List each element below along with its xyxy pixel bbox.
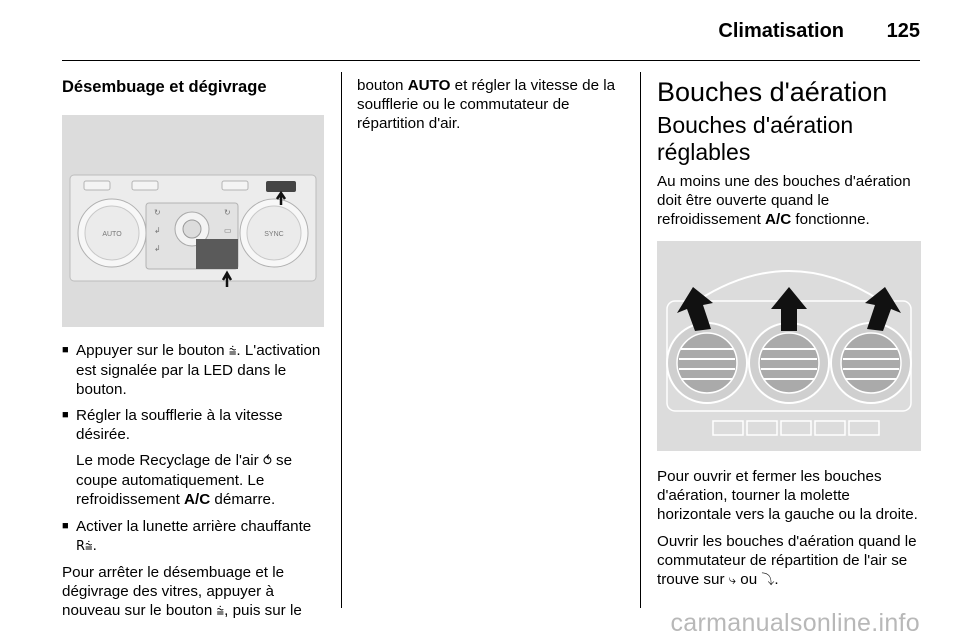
windshield-defrost-icon: ⩭: [228, 344, 237, 359]
air-distribution-upper-lower-icon: ⤵: [761, 573, 775, 588]
instruction-3-text-a: Activer la lunette arrière chauffante: [76, 518, 312, 535]
svg-text:↲: ↲: [154, 226, 161, 235]
watermark: carmanualsonline.info: [670, 609, 920, 637]
svg-text:▭: ▭: [224, 226, 232, 235]
air-vents-svg: [657, 241, 921, 451]
column-divider-2: [640, 72, 641, 608]
intro-text-a: Au moins une des bouches d'aération doit être ouverte quand le refroidissement: [657, 173, 911, 228]
vent-paragraph-1: Pour ouvrir et fermer les bouches d'aération, tourner la molette horizontale vers la gauche ou la droite.: [657, 468, 918, 523]
sub-heading: Bouches d'aération réglables: [657, 112, 854, 165]
recycle-text-b: se coupe automatiquement. Le refroidissement: [76, 452, 293, 508]
rear-window-heating-icon: R⩭: [76, 539, 93, 554]
continuation-text-a: bouton: [357, 77, 408, 94]
intro-ac-label: A/C: [765, 211, 792, 228]
instruction-2: [62, 406, 324, 444]
vent-paragraph-2: [657, 532, 921, 590]
main-heading: Bouches d'aération: [657, 77, 888, 107]
svg-text:↻: ↻: [154, 208, 161, 217]
vent-text-b: ou: [736, 571, 762, 588]
windshield-defrost-icon-2: ⩭: [216, 604, 225, 619]
recycle-text-a: Le mode Recyclage de l'air: [76, 452, 263, 469]
recycle-note: [62, 451, 324, 509]
instruction-1-text-a: Appuyer sur le bouton: [76, 342, 229, 359]
column-1: [62, 78, 324, 629]
climate-panel-illustration: [62, 115, 324, 327]
recycle-text-c: démarre.: [210, 491, 276, 508]
intro-paragraph: [657, 172, 921, 229]
climate-panel-svg: [62, 115, 324, 327]
left-knob-label: AUTO: [102, 231, 122, 238]
column-2: [357, 76, 623, 141]
right-knob-label: SYNC: [264, 231, 284, 238]
column-divider-1: [341, 72, 342, 608]
auto-label: AUTO: [407, 77, 451, 94]
continuation-paragraph: [357, 76, 623, 133]
vent-text-c: .: [774, 571, 779, 588]
instruction-2-text: Régler la soufflerie à la vitesse désirée.: [76, 407, 283, 443]
continuation-text-b: et régler la vitesse de la soufflerie ou le commutateur de répartition d'air.: [357, 77, 616, 132]
instruction-3-text-b: .: [92, 537, 97, 554]
intro-text-b: fonctionne.: [791, 211, 870, 228]
stop-text-b: , puis sur le: [224, 602, 302, 619]
vent-text-a: Ouvrir les bouches d'aération quand le commutateur de répartition de l'air se trouve sur: [657, 533, 917, 588]
recycle-ac-label: A/C: [184, 491, 211, 508]
air-recirculation-icon: ⥀: [262, 454, 272, 469]
page-section-title: Climatisation: [718, 20, 844, 42]
svg-text:↲: ↲: [154, 244, 161, 253]
instruction-1-text-b: . L'activation est signalée par la LED dans le bouton.: [76, 342, 321, 398]
svg-text:↻: ↻: [224, 208, 231, 217]
air-vents-illustration: [657, 241, 921, 451]
header-rule: [62, 60, 920, 61]
section-heading: Désembuage et dégivrage: [62, 78, 267, 96]
instruction-3: [62, 517, 324, 556]
column-3: [657, 76, 921, 598]
stop-text-a: Pour arrêter le désembuage et le dégivrage des vitres, appuyer à nouveau sur le bouton: [62, 564, 285, 619]
stop-paragraph: [62, 563, 324, 621]
page-number: 125: [886, 20, 920, 42]
air-distribution-upper-icon: ⤷: [728, 573, 737, 588]
instruction-1: [62, 341, 324, 399]
